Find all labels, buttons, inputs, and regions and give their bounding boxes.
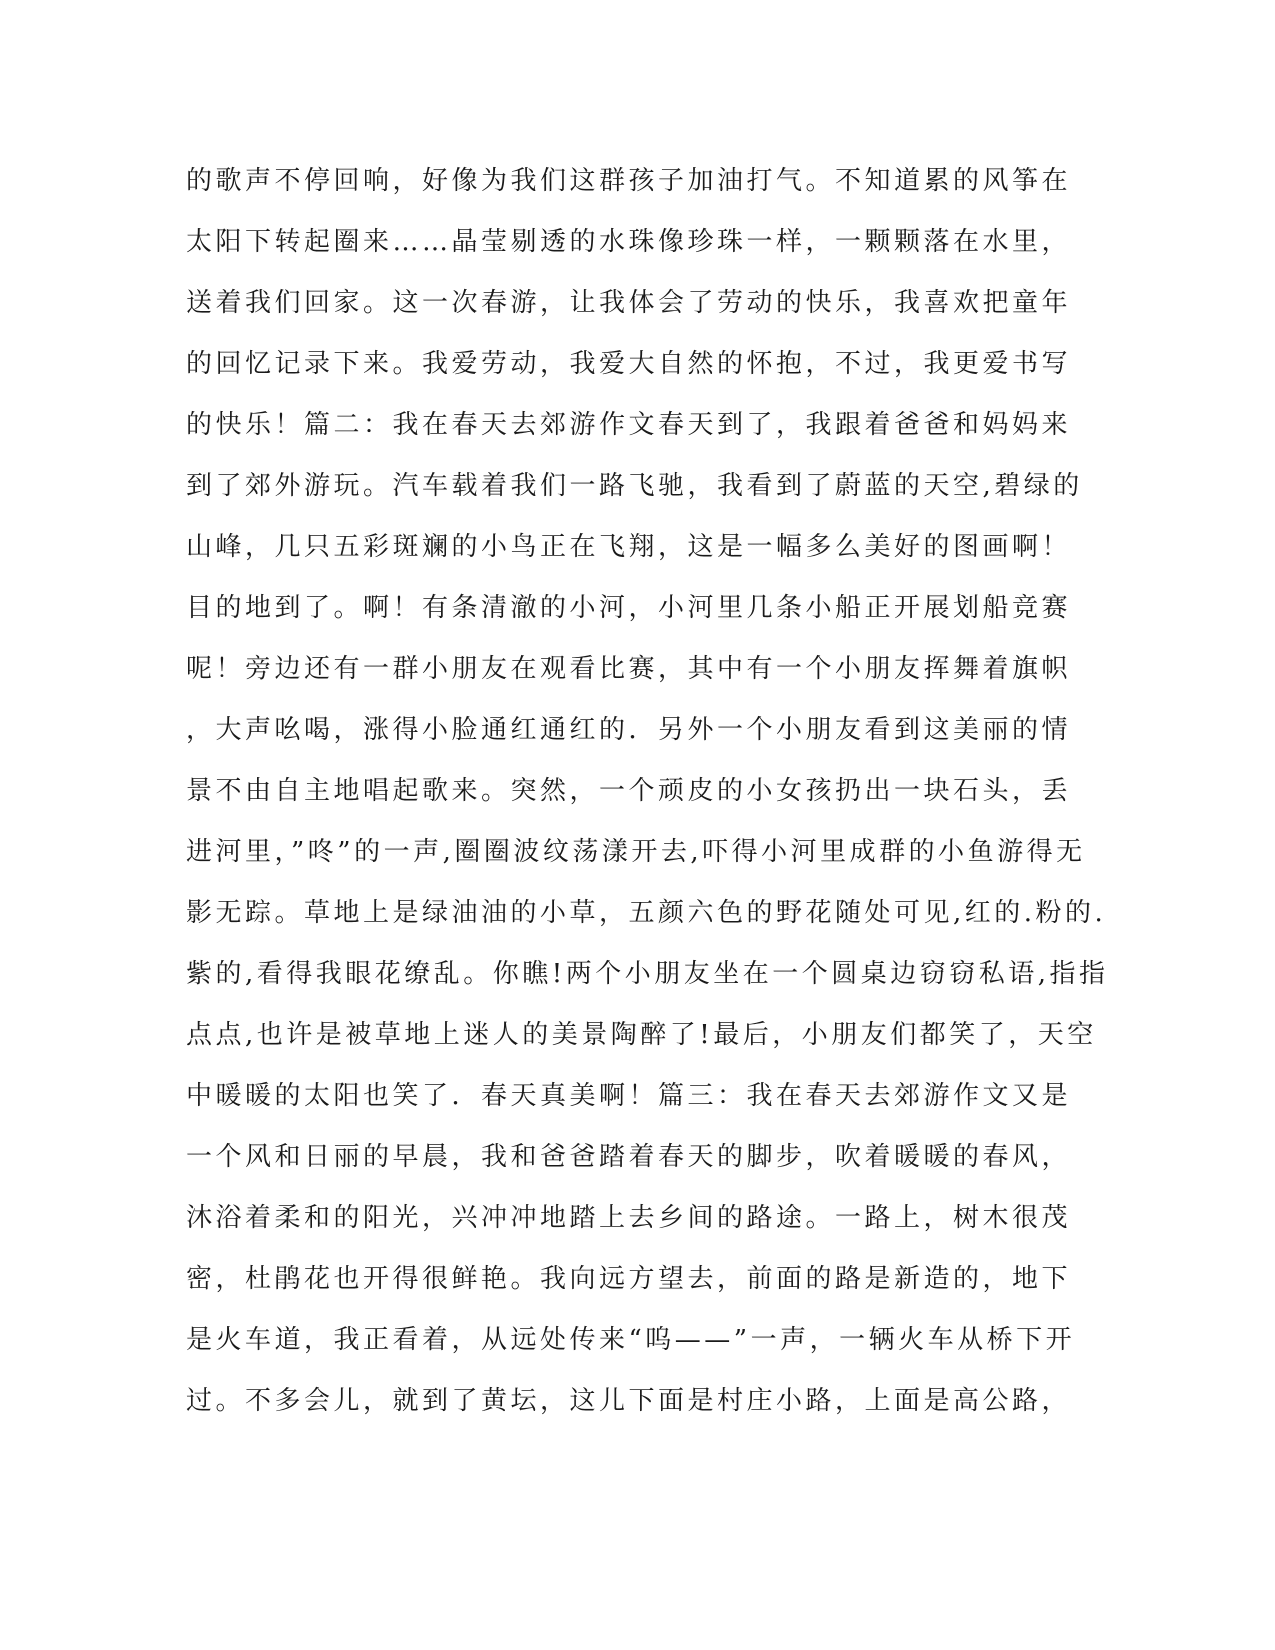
text-line: 密，杜鹃花也开得很鲜艳。我向远方望去，前面的路是新造的，地下 xyxy=(186,1264,1072,1294)
text-line: 点点,也许是被草地上迷人的美景陶醉了!最后，小朋友们都笑了，天空 xyxy=(186,1020,1097,1050)
text-line: 呢！旁边还有一群小朋友在观看比赛，其中有一个小朋友挥舞着旗帜 xyxy=(186,654,1072,684)
text-line: 到了郊外游玩。汽车载着我们一路飞驰，我看到了蔚蓝的天空,碧绿的 xyxy=(186,471,1083,501)
text-line: 目的地到了。啊！有条清澈的小河，小河里几条小船正开展划船竞赛 xyxy=(186,593,1072,623)
body-text xyxy=(186,161,1109,1442)
text-line: ，大声吆喝，涨得小脸通红通红的．另外一个小朋友看到这美丽的情 xyxy=(186,715,1072,745)
text-line: 是火车道，我正看着，从远处传来“呜——”一声，一辆火车从桥下开 xyxy=(186,1325,1076,1355)
text-line: 中暖暖的太阳也笑了．春天真美啊！篇三：我在春天去郊游作文又是 xyxy=(186,1081,1072,1111)
text-line: 沐浴着柔和的阳光，兴冲冲地踏上去乡间的路途。一路上，树木很茂 xyxy=(186,1203,1072,1233)
text-line: 送着我们回家。这一次春游，让我体会了劳动的快乐，我喜欢把童年 xyxy=(186,288,1072,318)
text-line: 太阳下转起圈来……晶莹剔透的水珠像珍珠一样，一颗颗落在水里， xyxy=(186,227,1072,257)
text-line: 紫的,看得我眼花缭乱。你瞧!两个小朋友坐在一个圆桌边窃窃私语,指指 xyxy=(186,959,1109,989)
text-line: 进河里，”咚”的一声,圈圈波纹荡漾开去,吓得小河里成群的小鱼游得无 xyxy=(186,837,1086,867)
text-line: 影无踪。草地上是绿油油的小草，五颜六色的野花随处可见,红的.粉的. xyxy=(186,898,1107,928)
text-line: 过。不多会儿，就到了黄坛，这儿下面是村庄小路，上面是高公路， xyxy=(186,1386,1072,1416)
text-line: 的歌声不停回响，好像为我们这群孩子加油打气。不知道累的风筝在 xyxy=(186,166,1072,196)
text-line: 一个风和日丽的早晨，我和爸爸踏着春天的脚步，吹着暖暖的春风， xyxy=(186,1142,1072,1172)
text-line: 的回忆记录下来。我爱劳动，我爱大自然的怀抱，不过，我更爱书写 xyxy=(186,349,1072,379)
text-line: 山峰，几只五彩斑斓的小鸟正在飞翔，这是一幅多么美好的图画啊！ xyxy=(186,532,1072,562)
text-line: 的快乐！篇二：我在春天去郊游作文春天到了，我跟着爸爸和妈妈来 xyxy=(186,410,1072,440)
text-line: 景不由自主地唱起歌来。突然，一个顽皮的小女孩扔出一块石头，丢 xyxy=(186,776,1072,806)
